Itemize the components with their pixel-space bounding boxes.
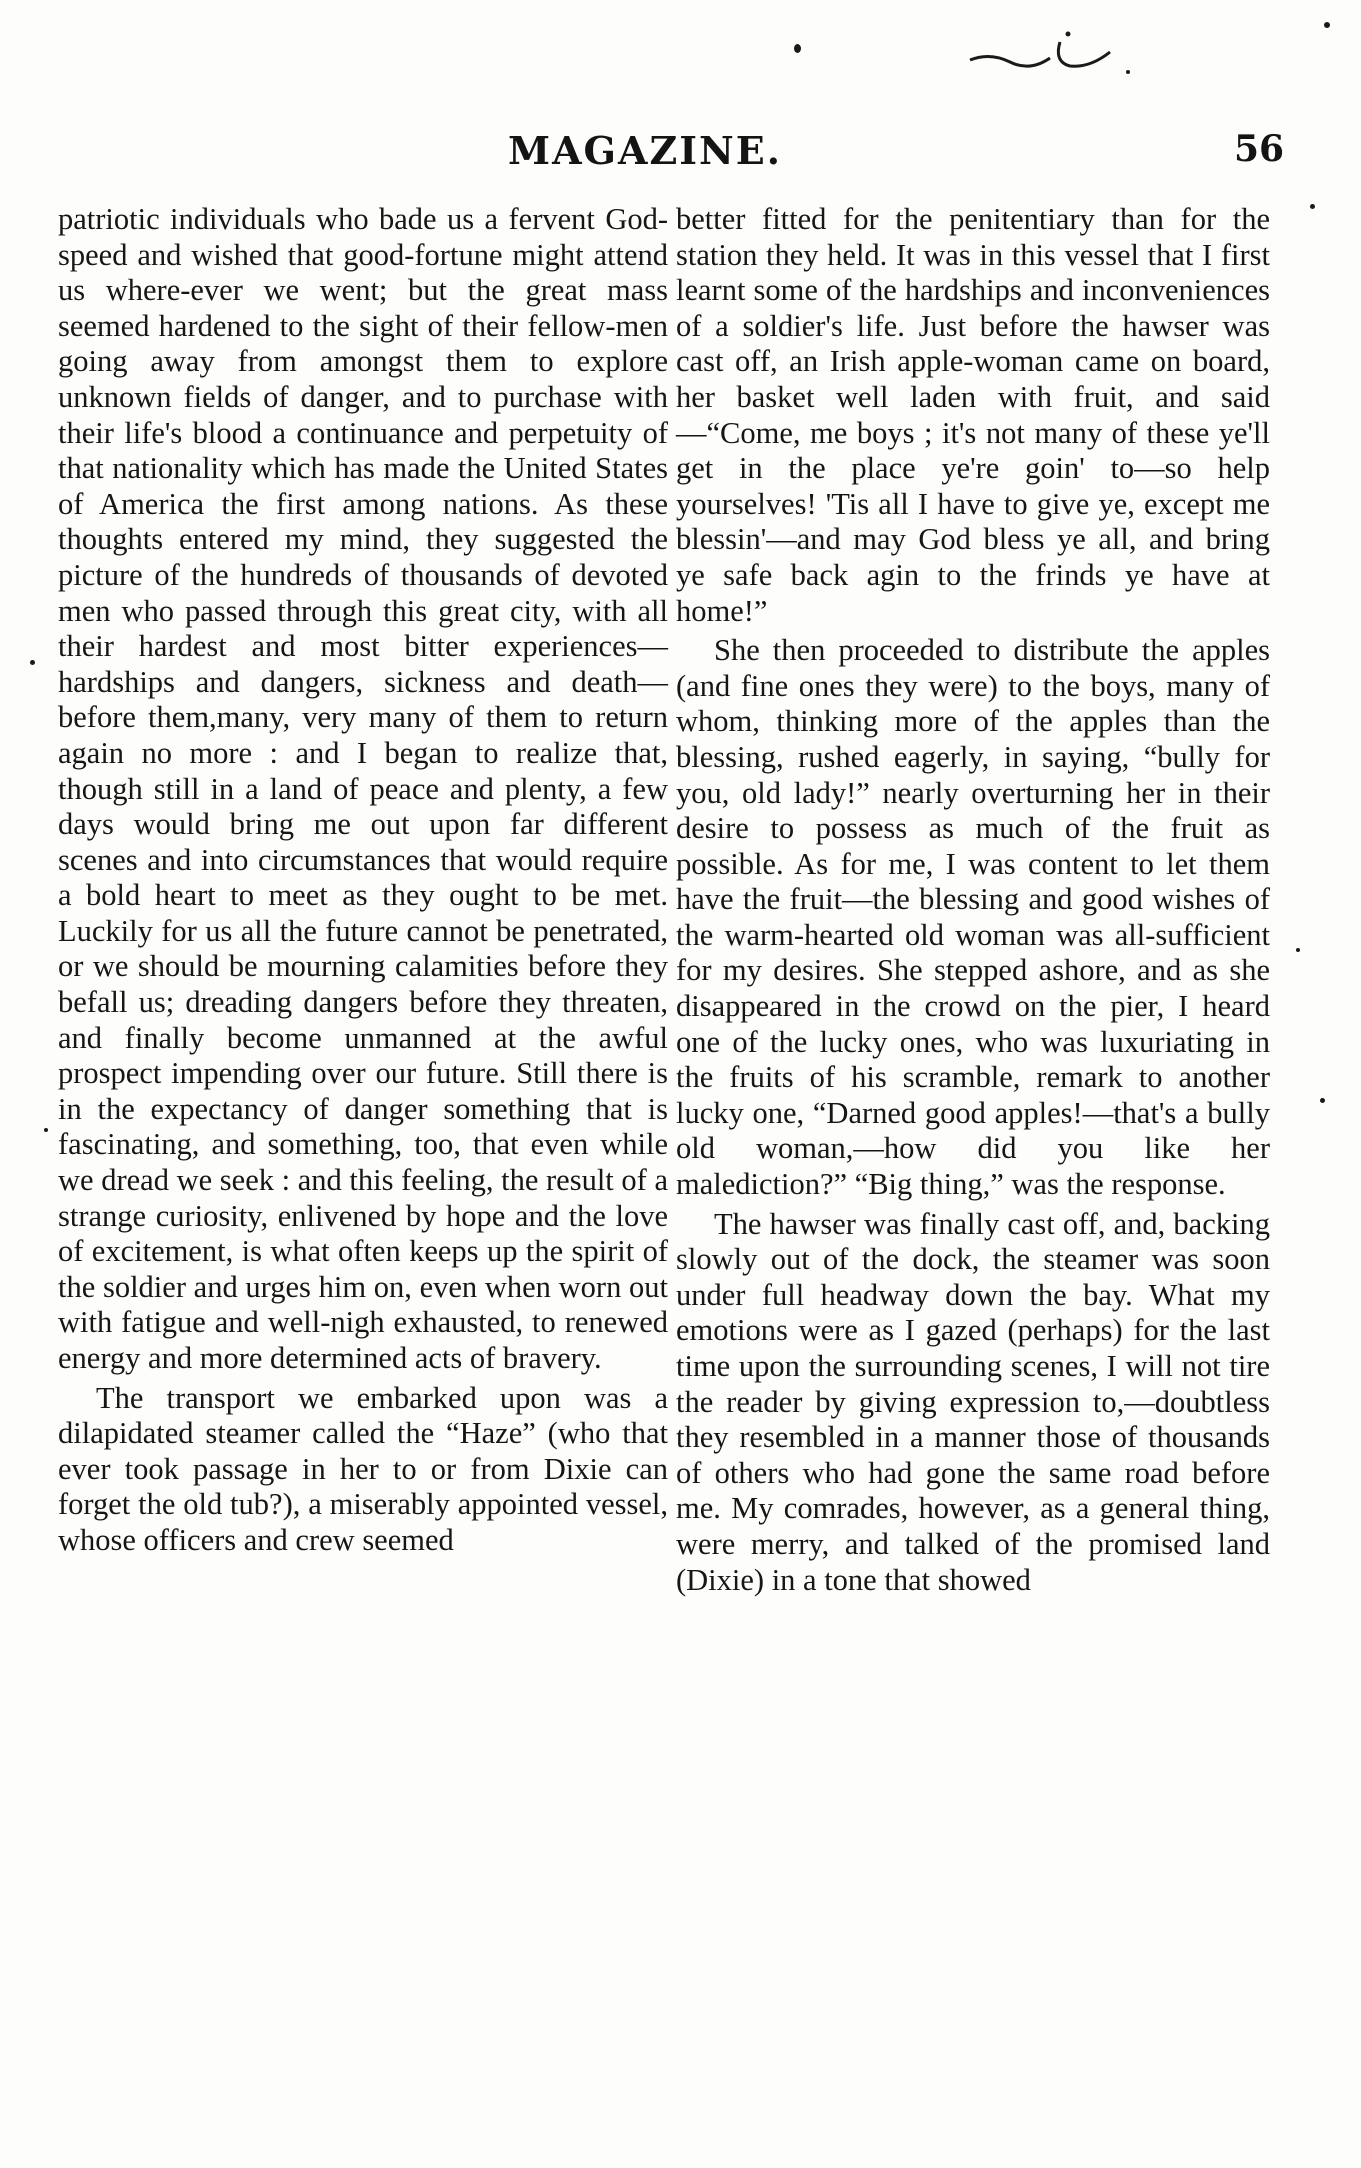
- scan-speck: [1310, 204, 1315, 209]
- running-head: [0, 128, 1361, 178]
- paragraph: better fitted for the penitentiary than for the station they held. It was in this vessel that I first learnt some of the hardships and inconveniences of a soldier's life. Just before the hawser was cast off, an Irish apple-woman came on board, her basket well laden with fruit, and said—“Come, me boys ; it's not many of these ye'll get in the place ye're goin' to—so help yourselves! 'Tis all I have to give ye, except me blessin'—and may God bless ye all, and bring ye safe back agin to the frinds ye have at home!”: [676, 202, 1270, 628]
- scan-speck: [1324, 22, 1330, 28]
- left-column: [58, 202, 668, 1559]
- scan-speck: [1296, 948, 1300, 952]
- paragraph: She then proceeded to distribute the apples (and fine ones they were) to the boys, many of whom, thinking more of the apples than the blessing, rushed eagerly, in saying, “bully for you, old lady!” nearly overturning her in their desire to possess as much of the fruit as possible. As for me, I was content to let them have the fruit—the blessing and good wishes of the warm-hearted old woman was all-sufficient for my desires. She stepped ashore, and as she disappeared in the crowd on the pier, I heard one of the lucky ones, who was luxuriating in the fruits of his scramble, remark to another lucky one, “Darned good apples!—that's a bully old woman,—how did you like her malediction?” “Big thing,” was the response.: [676, 633, 1270, 1202]
- running-title: MAGAZINE.: [508, 128, 782, 173]
- scan-speck: [1320, 1098, 1325, 1103]
- handwritten-mark: [960, 22, 1140, 82]
- paragraph: The hawser was finally cast off, and, backing slowly out of the dock, the steamer was soon under full headway down the bay. What my emotions were as I gazed (perhaps) for the last time upon the surrounding scenes, I will not tire the reader by giving expression to,—doubtless they resembled in a manner those of thousands of others who had gone the same road before me. My comrades, however, as a general thing, were merry, and talked of the promised land (Dixie) in a tone that showed: [676, 1206, 1270, 1597]
- paragraph: The transport we embarked upon was a dilapidated steamer called the “Haze” (who that ever took passage in her to or from Dixie can forget the old tub?), a miserably appointed vessel, whose officers and crew seemed: [58, 1380, 668, 1557]
- paragraph: patriotic individuals who bade us a fervent God-speed and wished that good-fortune might attend us where-ever we went; but the great mass seemed hardened to the sight of their fellow-men going away from amongst them to explore unknown fields of danger, and to purchase with their life's blood a continuance and perpetuity of that nationality which has made the United States of America the first among nations. As these thoughts entered my mind, they suggested the picture of the hundreds of thousands of devoted men who passed through this great city, with all their hardest and most bitter experiences—hardships and dangers, sickness and death—before them,many, very many of them to return again no more : and I began to realize that, though still in a land of peace and plenty, a few days would bring me out upon far different scenes and into circumstances that would require a bold heart to meet as they ought to be met. Luckily for us all the future cannot be penetrated, or we should be mourning calamities before they befall us; dreading dangers before they threaten, and finally become unmanned at the awful prospect impending over our future. Still there is in the expectancy of danger something that is fascinating, and something, too, that even while we dread we seek : and this feeling, the result of a strange curiosity, enlivened by hope and the love of excitement, is what often keeps up the spirit of the soldier and urges him on, even when worn out with fatigue and well-nigh exhausted, to renewed energy and more determined acts of bravery.: [58, 202, 668, 1375]
- scan-speck: [794, 44, 801, 53]
- right-column: [676, 202, 1270, 1598]
- scan-speck: [44, 1128, 48, 1132]
- scan-speck: [30, 660, 35, 665]
- page-number: 56: [1234, 128, 1285, 170]
